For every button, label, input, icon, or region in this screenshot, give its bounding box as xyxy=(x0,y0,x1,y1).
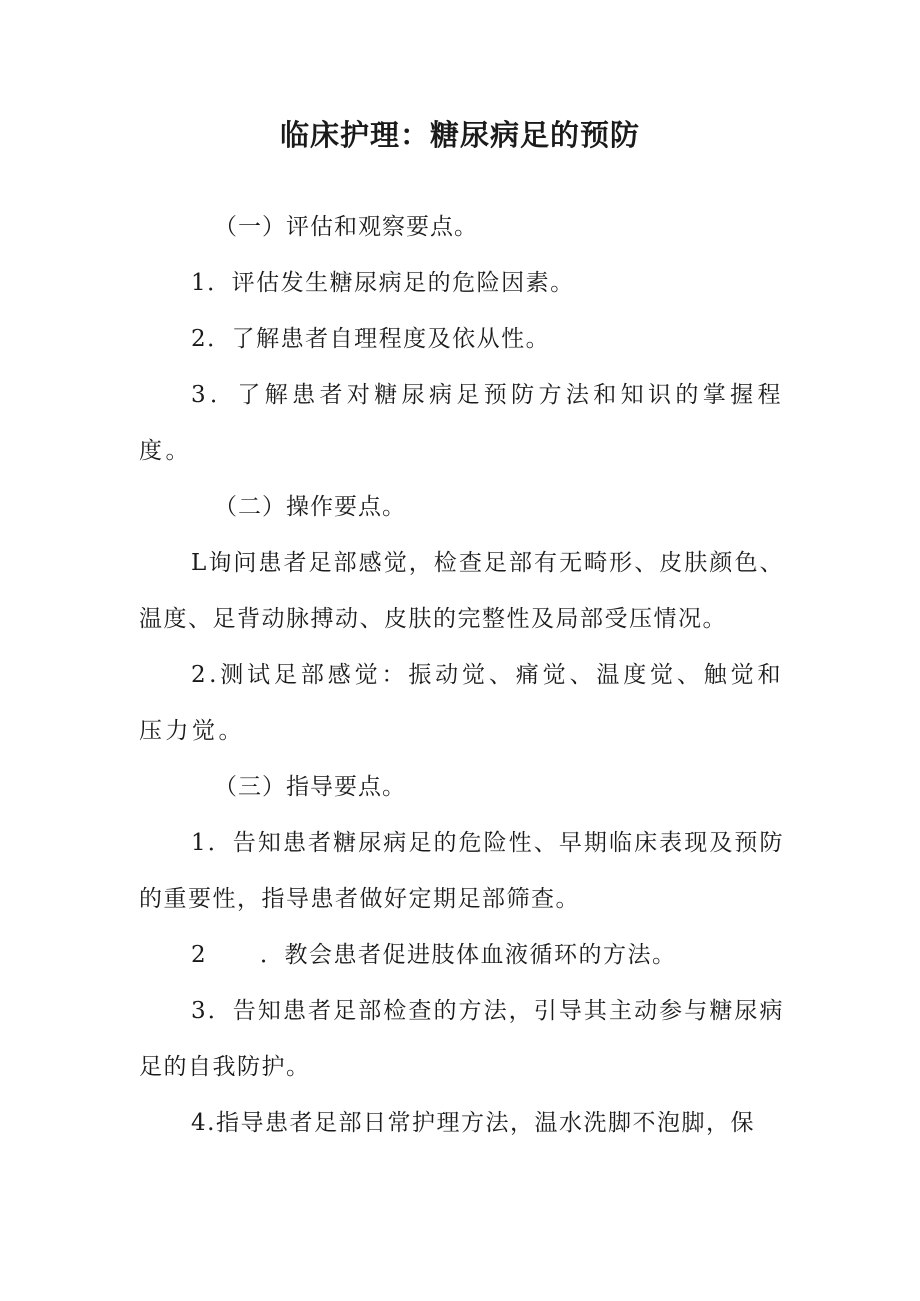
paragraph-item: 2 ．教会患者促进肢体血液循环的方法。 xyxy=(191,942,677,968)
section-heading-guidance: （三）指导要点。 xyxy=(214,774,406,800)
paragraph-item: 1．告知患者糖尿病足的危险性、早期临床表现及预防的重要性，指导患者做好定期足部筛查。 xyxy=(139,830,784,912)
section-heading-operation: （二）操作要点。 xyxy=(214,494,406,520)
paragraph-item: 1．评估发生糖尿病足的危险因素。 xyxy=(191,270,575,296)
paragraph-item: 2．了解患者自理程度及依从性。 xyxy=(191,326,551,352)
paragraph-item: 3．了解患者对糖尿病足预防方法和知识的掌握程度。 xyxy=(139,382,784,464)
document-body xyxy=(139,199,784,1151)
section-heading-assessment: （一）评估和观察要点。 xyxy=(214,214,478,240)
page-title: 临床护理：糖尿病足的预防 xyxy=(279,118,640,152)
paragraph-item: 4.指导患者足部日常护理方法，温水洗脚不泡脚，保 xyxy=(191,1110,755,1136)
paragraph-item: 3．告知患者足部检查的方法，引导其主动参与糖尿病足的自我防护。 xyxy=(139,998,784,1080)
paragraph-item: L询问患者足部感觉，检查足部有无畸形、皮肤颜色、温度、足背动脉搏动、皮肤的完整性及局部受压情况。 xyxy=(139,550,784,632)
paragraph-item: 2.测试足部感觉：振动觉、痛觉、温度觉、触觉和压力觉。 xyxy=(139,662,784,744)
